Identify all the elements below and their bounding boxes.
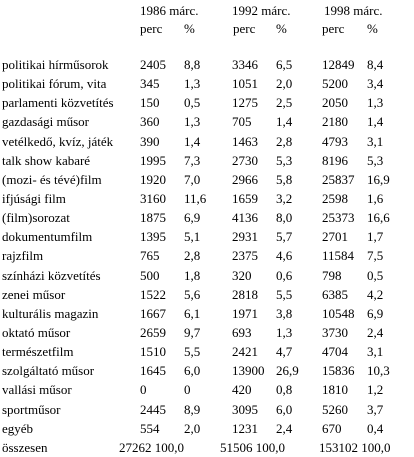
percent-1998: 16,6 (367, 210, 390, 226)
percent-1986: 6,9 (184, 210, 201, 226)
percent-1992: 5,3 (276, 152, 293, 168)
minutes-1998: 4704 (322, 344, 348, 360)
percent-1992: 0,6 (276, 267, 293, 283)
row-label: egyéb (2, 420, 34, 436)
percent-1998: 6,9 (367, 305, 384, 321)
minutes-1998: 25373 (322, 210, 355, 226)
percent-1998: 1,2 (367, 382, 384, 398)
minutes-1986: 3160 (140, 190, 166, 206)
percent-1986: 2,0 (184, 420, 201, 436)
minutes-1986: 500 (140, 267, 160, 283)
percent-1998: 2,4 (367, 324, 384, 340)
minutes-1992: 420 (232, 382, 252, 398)
table-row (0, 93, 414, 112)
percent-1992: 2,5 (276, 95, 293, 111)
percent-1998: 1,4 (367, 114, 384, 130)
row-label: ifjúsági film (2, 190, 66, 206)
percent-1998: 4,2 (367, 286, 384, 302)
percent-1986: 1,8 (184, 267, 201, 283)
percent-1998: 7,5 (367, 248, 384, 264)
percent-1998: 3,7 (367, 401, 384, 417)
percent-1986: 0,5 (184, 95, 201, 111)
percent-1998: 1,6 (367, 190, 384, 206)
minutes-1986: 1522 (140, 286, 166, 302)
minutes-1986: 1995 (140, 152, 166, 168)
table-row (0, 323, 414, 342)
percent-1986: 0 (184, 382, 191, 398)
minutes-1998: 2050 (322, 95, 348, 111)
minutes-1992: 1275 (232, 95, 258, 111)
minutes-1998: 2180 (322, 114, 348, 130)
percent-1986: 9,7 (184, 324, 201, 340)
percent-1998: 5,3 (367, 152, 384, 168)
percent-1992: 4,7 (276, 344, 293, 360)
minutes-1986: 150 (140, 95, 160, 111)
minutes-1998: 2598 (322, 190, 348, 206)
minutes-1986: 1645 (140, 363, 166, 379)
unit-header-pct-1998: % (367, 21, 378, 36)
row-label: kulturális magazin (2, 305, 99, 321)
minutes-1998: 670 (322, 420, 342, 436)
minutes-1992: 705 (232, 114, 252, 130)
minutes-1998: 5200 (322, 76, 348, 92)
row-label: dokumentumfilm (2, 229, 93, 245)
unit-header-pct-1992: % (276, 21, 287, 36)
percent-1992: 5,5 (276, 286, 293, 302)
unit-header-perc-1986: perc (140, 21, 163, 36)
minutes-1992: 13900 (232, 363, 265, 379)
table-body (0, 55, 414, 457)
minutes-1986: 390 (140, 133, 160, 149)
year-header-1992: 1992 márc. (232, 3, 291, 18)
percent-1992: 6,5 (276, 57, 293, 72)
minutes-1998: 1810 (322, 382, 348, 398)
minutes-1986: 1875 (140, 210, 166, 226)
percent-1986: 5,5 (184, 344, 201, 360)
row-label: (mozi- és tévé)film (2, 171, 102, 187)
row-label: talk show kabaré (2, 152, 91, 168)
table-row (0, 112, 414, 131)
percent-1998: 1,3 (367, 95, 384, 111)
minutes-1992: 2818 (232, 286, 258, 302)
minutes-1998: 25837 (322, 171, 355, 187)
row-label: politikai hírműsorok (2, 57, 109, 72)
table-row (0, 246, 414, 265)
table-row (0, 189, 414, 208)
percent-1986: 8,8 (184, 57, 201, 72)
minutes-1992: 1231 (232, 420, 258, 436)
minutes-1986: 2405 (140, 57, 166, 72)
percent-1986: 1,3 (184, 114, 201, 130)
minutes-1992: 1659 (232, 190, 258, 206)
table-row (0, 151, 414, 170)
percent-1992: 2,4 (276, 420, 293, 436)
year-header-1998: 1998 márc. (324, 3, 383, 18)
minutes-1992: 2931 (232, 229, 258, 245)
unit-header-perc-1992: perc (233, 21, 256, 36)
row-label: vetélkedő, kvíz, játék (2, 133, 114, 149)
minutes-1986: 345 (140, 76, 160, 92)
percent-1998: 0,4 (367, 420, 384, 436)
minutes-1998: 4793 (322, 133, 348, 149)
percent-1986: 2,8 (184, 248, 201, 264)
minutes-1986: 554 (140, 420, 160, 436)
percent-1998: 16,9 (367, 171, 390, 187)
year-header-1986: 1986 márc. (140, 3, 199, 18)
total-row (0, 438, 414, 457)
table-row (0, 342, 414, 361)
minutes-1986: 2659 (140, 324, 166, 340)
percent-1986: 6,0 (184, 363, 201, 379)
row-label: oktató műsor (2, 324, 71, 340)
minutes-1986: 0 (140, 382, 147, 398)
total-1986: 27262 100,0 (119, 439, 184, 455)
percent-1992: 1,4 (276, 114, 293, 130)
percent-1992: 26,9 (276, 363, 299, 379)
percent-1986: 8,9 (184, 401, 201, 417)
table-row (0, 170, 414, 189)
minutes-1992: 1971 (232, 305, 258, 321)
minutes-1998: 2701 (322, 229, 348, 245)
total-1992: 51506 100,0 (220, 439, 285, 455)
table-row (0, 304, 414, 323)
percent-1986: 1,3 (184, 76, 201, 92)
minutes-1992: 1051 (232, 76, 258, 92)
minutes-1992: 320 (232, 267, 252, 283)
percent-1986: 5,6 (184, 286, 201, 302)
minutes-1992: 2966 (232, 171, 258, 187)
minutes-1986: 1510 (140, 344, 166, 360)
row-label: természetfilm (2, 344, 74, 360)
percent-1986: 6,1 (184, 305, 201, 321)
table-row (0, 208, 414, 227)
percent-1998: 3,1 (367, 133, 384, 149)
minutes-1998: 15836 (322, 363, 355, 379)
unit-header-pct-1986: % (184, 21, 195, 36)
percent-1986: 7,0 (184, 171, 201, 187)
percent-1992: 2,8 (276, 133, 293, 149)
percent-1992: 5,8 (276, 171, 293, 187)
minutes-1992: 2730 (232, 152, 258, 168)
minutes-1992: 2421 (232, 344, 258, 360)
row-label: parlamenti közvetítés (2, 95, 114, 111)
table-row (0, 380, 414, 399)
percent-1992: 5,7 (276, 229, 293, 245)
minutes-1998: 12849 (322, 57, 355, 72)
percent-1992: 6,0 (276, 401, 293, 417)
percent-1998: 10,3 (367, 363, 390, 379)
table-row (0, 400, 414, 419)
row-label: színházi közvetítés (2, 267, 101, 283)
row-label: (film)sorozat (2, 210, 70, 226)
total-1998: 153102 100,0 (319, 439, 391, 455)
percent-1986: 11,6 (184, 190, 207, 206)
total-label: összesen (2, 439, 48, 455)
table-row (0, 55, 414, 74)
row-label: vallási műsor (2, 382, 72, 398)
minutes-1998: 5260 (322, 401, 348, 417)
percent-1998: 1,7 (367, 229, 384, 245)
minutes-1998: 11584 (322, 248, 355, 264)
row-label: politikai fórum, vita (2, 76, 107, 92)
minutes-1998: 6385 (322, 286, 348, 302)
percent-1992: 4,6 (276, 248, 293, 264)
minutes-1992: 1463 (232, 133, 258, 149)
row-label: rajzfilm (2, 248, 44, 264)
table-row (0, 361, 414, 380)
row-label: gazdasági műsor (2, 114, 90, 130)
row-label: szolgáltató műsor (2, 363, 95, 379)
minutes-1998: 798 (322, 267, 342, 283)
minutes-1986: 1667 (140, 305, 166, 321)
minutes-1992: 3346 (232, 57, 258, 72)
table-row (0, 227, 414, 246)
table-row (0, 419, 414, 438)
minutes-1992: 2375 (232, 248, 258, 264)
percent-1986: 7,3 (184, 152, 201, 168)
row-label: zenei műsor (2, 286, 66, 302)
minutes-1986: 765 (140, 248, 160, 264)
percent-1992: 8,0 (276, 210, 293, 226)
minutes-1998: 8196 (322, 152, 348, 168)
percent-1992: 3,2 (276, 190, 293, 206)
percent-1998: 8,4 (367, 57, 384, 72)
table-row (0, 132, 414, 151)
table-row (0, 74, 414, 93)
minutes-1992: 3095 (232, 401, 258, 417)
percent-1986: 5,1 (184, 229, 201, 245)
table-row (0, 285, 414, 304)
minutes-1986: 1395 (140, 229, 166, 245)
minutes-1986: 2445 (140, 401, 166, 417)
percent-1992: 3,8 (276, 305, 293, 321)
minutes-1998: 3730 (322, 324, 348, 340)
minutes-1992: 693 (232, 324, 252, 340)
percent-1998: 3,4 (367, 76, 384, 92)
minutes-1986: 1920 (140, 171, 166, 187)
percent-1992: 2,0 (276, 76, 293, 92)
minutes-1998: 10548 (322, 305, 355, 321)
minutes-1986: 360 (140, 114, 160, 130)
row-label: sportműsor (2, 401, 61, 417)
percent-1992: 0,8 (276, 382, 293, 398)
percent-1986: 1,4 (184, 133, 201, 149)
unit-header-perc-1998: perc (322, 21, 345, 36)
percent-1992: 1,3 (276, 324, 293, 340)
table-row (0, 266, 414, 285)
percent-1998: 0,5 (367, 267, 384, 283)
minutes-1992: 4136 (232, 210, 258, 226)
percent-1998: 3,1 (367, 344, 384, 360)
